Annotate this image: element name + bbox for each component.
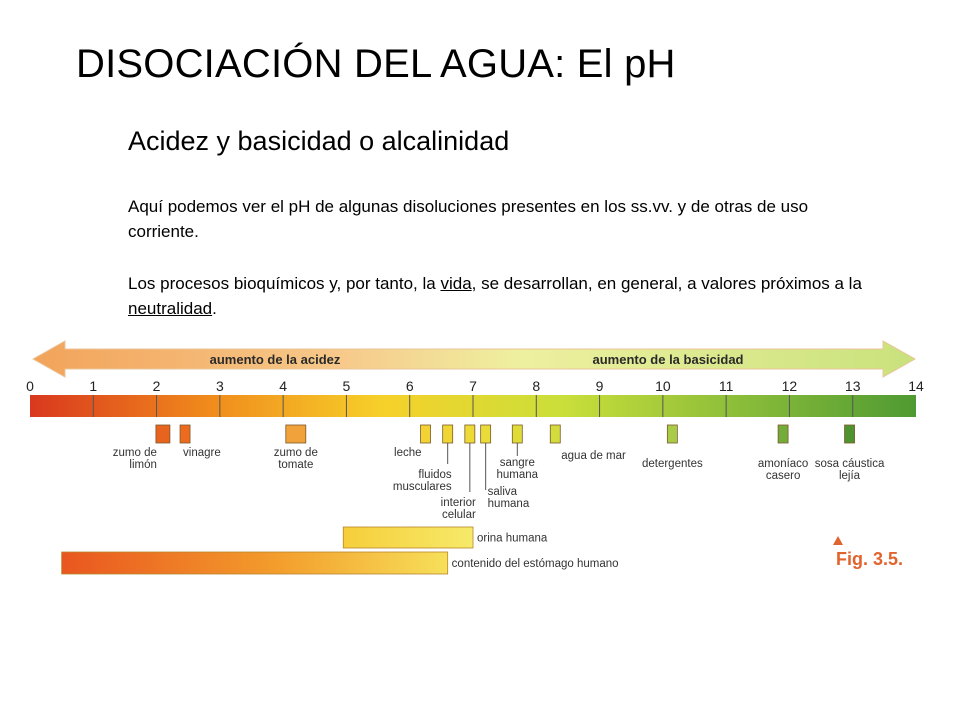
substance-label: amoníaco casero [757, 458, 809, 482]
tick-label: 1 [89, 378, 98, 394]
substance-12 [815, 425, 885, 482]
scale-tick-labels [26, 378, 924, 394]
substance-marker [465, 425, 475, 443]
range-1 [343, 527, 548, 548]
tick-label: 13 [844, 378, 861, 394]
paragraph-text-2: , se desarrollan, en general, a valores próximos a la [471, 274, 862, 293]
substance-3 [274, 425, 318, 471]
figure-caption: Fig. 3.5. [836, 549, 904, 569]
substance-marker [286, 425, 306, 443]
substance-label: fluidos musculares [392, 469, 452, 493]
substance-marker [156, 425, 170, 443]
substance-label: zumo de limón [112, 447, 157, 471]
substance-9 [550, 425, 626, 462]
range-label: orina humana [477, 532, 548, 545]
section-subtitle: Acidez y basicidad o alcalinidad [128, 126, 510, 156]
tick-label: 8 [532, 378, 541, 394]
substance-marker [443, 425, 453, 443]
substance-label: sangre humana [496, 457, 539, 481]
substance-4 [394, 425, 431, 459]
substance-marker [667, 425, 677, 443]
substance-11 [758, 425, 809, 482]
substance-8 [497, 425, 539, 481]
basicity-label: aumento de la basicidad [592, 352, 744, 367]
tick-label: 3 [215, 378, 224, 394]
tick-label: 4 [279, 378, 288, 394]
substance-marker [512, 425, 522, 443]
vida-link[interactable]: vida [440, 274, 472, 293]
ph-scale-figure [0, 330, 960, 590]
page-title: DISOCIACIÓN DEL AGUA: El pH [76, 42, 676, 86]
substance-marker [845, 425, 855, 443]
direction-arrow [33, 341, 915, 377]
substance-markers [113, 425, 885, 521]
substance-label: saliva humana [487, 486, 530, 510]
intro-paragraph: Aquí podemos ver el pH de algunas disoluciones presentes en los ss.vv. y de otras de uso corriente. [128, 197, 809, 241]
tick-label: 6 [405, 378, 414, 394]
substance-marker [421, 425, 431, 443]
tick-label: 0 [26, 378, 34, 394]
acidity-label: aumento de la acidez [209, 352, 341, 367]
tick-label: 7 [469, 378, 477, 394]
paragraph-text-1: Los procesos bioquímicos y, por tanto, la [128, 274, 441, 293]
substance-marker [778, 425, 788, 443]
substance-label: vinagre [183, 447, 221, 459]
neutralidad-link[interactable]: neutralidad [128, 299, 213, 318]
tick-label: 12 [781, 378, 798, 394]
substance-1 [113, 425, 170, 471]
substance-label: interior celular [440, 497, 476, 521]
tick-label: 9 [595, 378, 604, 394]
tick-label: 11 [718, 378, 734, 394]
paragraph-text-3: . [212, 299, 217, 318]
substance-marker [180, 425, 190, 443]
range-2 [62, 552, 619, 574]
substance-label: sosa cáustica lejía [814, 458, 885, 482]
ph-ranges [62, 527, 619, 574]
range-bar [343, 527, 473, 548]
substance-label: agua de mar [561, 450, 626, 462]
tick-label: 5 [342, 378, 351, 394]
substance-2 [180, 425, 221, 459]
figure-caption-arrow-icon [833, 536, 843, 545]
range-bar [62, 552, 448, 574]
substance-marker [481, 425, 491, 443]
substance-label: detergentes [641, 458, 703, 470]
tick-label: 2 [152, 378, 161, 394]
substance-marker [550, 425, 560, 443]
tick-label: 10 [655, 378, 671, 394]
neutrality-paragraph [128, 271, 868, 321]
tick-label: 14 [908, 378, 924, 394]
substance-10 [642, 425, 703, 470]
substance-label: leche [394, 447, 422, 459]
range-label: contenido del estómago humano [451, 558, 619, 570]
substance-label: zumo de tomate [273, 447, 318, 471]
